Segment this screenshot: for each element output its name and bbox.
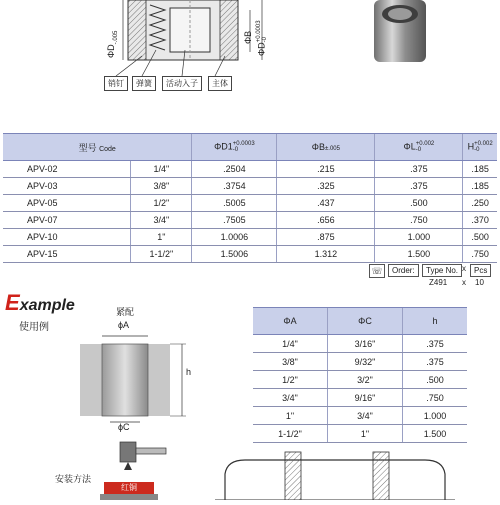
spec-cell: 1.500 [375, 246, 463, 263]
label-spring: 弹簧 [132, 76, 156, 91]
ex-header-c: ΦC [328, 308, 403, 335]
model-code-cell: APV-02 [3, 161, 131, 178]
spec-cell: 1.0006 [192, 229, 277, 246]
ex-header-a: ΦA [253, 308, 328, 335]
spec-cell: .750 [463, 246, 497, 263]
example-cell: 3/4" [253, 389, 328, 407]
bushing-image [370, 0, 430, 70]
spec-cell: 3/4" [131, 212, 192, 229]
spec-cell: .875 [277, 229, 375, 246]
spec-cell: .185 [463, 178, 497, 195]
spec-table-row [3, 195, 497, 212]
spec-table-row [3, 178, 497, 195]
example-cell: .375 [403, 353, 468, 371]
spec-table-header-row [3, 134, 497, 161]
spec-cell: .250 [463, 195, 497, 212]
dim-c-label: ϕC [118, 422, 130, 432]
example-cell: .500 [403, 371, 468, 389]
example-table-row [253, 371, 467, 389]
spec-cell: .5005 [192, 195, 277, 212]
example-cell: 9/32" [328, 353, 403, 371]
model-code-cell: APV-03 [3, 178, 131, 195]
spec-cell: 1-1/2" [131, 246, 192, 263]
example-cell: 1-1/2" [253, 425, 328, 443]
example-cell: 9/16" [328, 389, 403, 407]
example-cell: 1/2" [253, 371, 328, 389]
example-cell: 1" [328, 425, 403, 443]
dim-d1-tol-top: +0.0003 [256, 20, 262, 43]
dim-a-label: ϕA [118, 320, 130, 330]
dim-d1-text: ΦD [256, 42, 267, 56]
example-cell: .375 [403, 335, 468, 353]
order-type-value: Z491 [429, 278, 448, 287]
spec-cell: 1.000 [375, 229, 463, 246]
spec-cell: 1" [131, 229, 192, 246]
dim-b-text: ΦB [243, 30, 253, 44]
model-code-cell: APV-07 [3, 212, 131, 229]
dim-h-label: h [186, 367, 192, 377]
example-table [253, 307, 467, 443]
example-table-header-row [253, 308, 467, 335]
install-label: 安装方法 [55, 474, 92, 484]
product-photo [370, 0, 430, 70]
header-h: H+0.002 -0 [463, 134, 497, 161]
spec-cell: 1.312 [277, 246, 375, 263]
order-pcs-label: Pcs [470, 264, 491, 277]
dim-d1-label [256, 20, 268, 56]
header-code: 型号 Code [3, 134, 192, 161]
spec-cell: .500 [463, 229, 497, 246]
label-pin: 销钉 [104, 76, 128, 91]
base-plate [100, 494, 158, 500]
example-table-row [253, 353, 467, 371]
spec-cell: .656 [277, 212, 375, 229]
example-subtitle: 使用例 [19, 322, 49, 333]
header-l: ΦL+0.002 -0 [375, 134, 463, 161]
spec-cell: .375 [375, 178, 463, 195]
header-b: ΦB±.005 [277, 134, 375, 161]
dim-d-tol: -.005 [112, 30, 119, 45]
example-cell: 1.500 [403, 425, 468, 443]
example-table-row [253, 407, 467, 425]
example-title [5, 290, 75, 316]
example-title-rest: xample [19, 297, 75, 314]
dim-d-text: ΦD [106, 44, 116, 58]
example-cell: 3/8" [253, 353, 328, 371]
spec-cell: .375 [375, 161, 463, 178]
spec-cell: .325 [277, 178, 375, 195]
example-cell: .750 [403, 389, 468, 407]
spec-table-row [3, 246, 497, 263]
example-cell: 1.000 [403, 407, 468, 425]
example-table-row [253, 335, 467, 353]
order-type-label: Type No. [422, 264, 462, 277]
example-cell: 3/4" [328, 407, 403, 425]
order-x2: x [462, 278, 466, 287]
phone-icon: ☏ [369, 264, 385, 278]
spec-table-row [3, 161, 497, 178]
spec-cell: 1/4" [131, 161, 192, 178]
dim-b-label [243, 31, 253, 44]
example-cell: 3/16" [328, 335, 403, 353]
spec-table-row [3, 229, 497, 246]
model-code-cell: APV-05 [3, 195, 131, 212]
order-label: Order: [388, 264, 419, 277]
example-table-row [253, 389, 467, 407]
spec-cell: .185 [463, 161, 497, 178]
model-code-cell: APV-10 [3, 229, 131, 246]
copper-label: 红铜 [121, 483, 137, 492]
label-body: 主体 [208, 76, 232, 91]
fit-label: 紧配 [116, 307, 135, 317]
order-pcs-value: 10 [475, 278, 484, 287]
spec-cell: .2504 [192, 161, 277, 178]
spec-cell: .750 [375, 212, 463, 229]
order-x1: x [462, 264, 466, 273]
example-drawing [70, 328, 200, 428]
spec-cell: 3/8" [131, 178, 192, 195]
spec-cell: .370 [463, 212, 497, 229]
mold-section-drawing [215, 448, 455, 500]
spec-cell: .3754 [192, 178, 277, 195]
example-cell: 3/2" [328, 371, 403, 389]
example-cell: 1/4" [253, 335, 328, 353]
hammer-icon [112, 440, 167, 470]
example-title-e: E [5, 290, 20, 315]
ex-header-h: h [403, 308, 468, 335]
spec-cell: .7505 [192, 212, 277, 229]
dim-d1-tol-bottom: -0 [262, 36, 268, 43]
mold-drawing [215, 448, 455, 500]
model-code-cell: APV-15 [3, 246, 131, 263]
spec-table-row [3, 212, 497, 229]
spec-cell: 1/2" [131, 195, 192, 212]
example-section-drawing [70, 328, 200, 428]
label-insert: 活动入子 [162, 76, 202, 91]
copper-block [104, 482, 154, 494]
spec-cell: .215 [277, 161, 375, 178]
spec-table [3, 133, 497, 263]
example-table-row [253, 425, 467, 443]
example-cell: 1" [253, 407, 328, 425]
spec-cell: 1.5006 [192, 246, 277, 263]
spec-cell: .500 [375, 195, 463, 212]
header-d1: ΦD1+0.0003 -0 [192, 134, 277, 161]
dim-d-label [106, 31, 119, 58]
spec-cell: .437 [277, 195, 375, 212]
